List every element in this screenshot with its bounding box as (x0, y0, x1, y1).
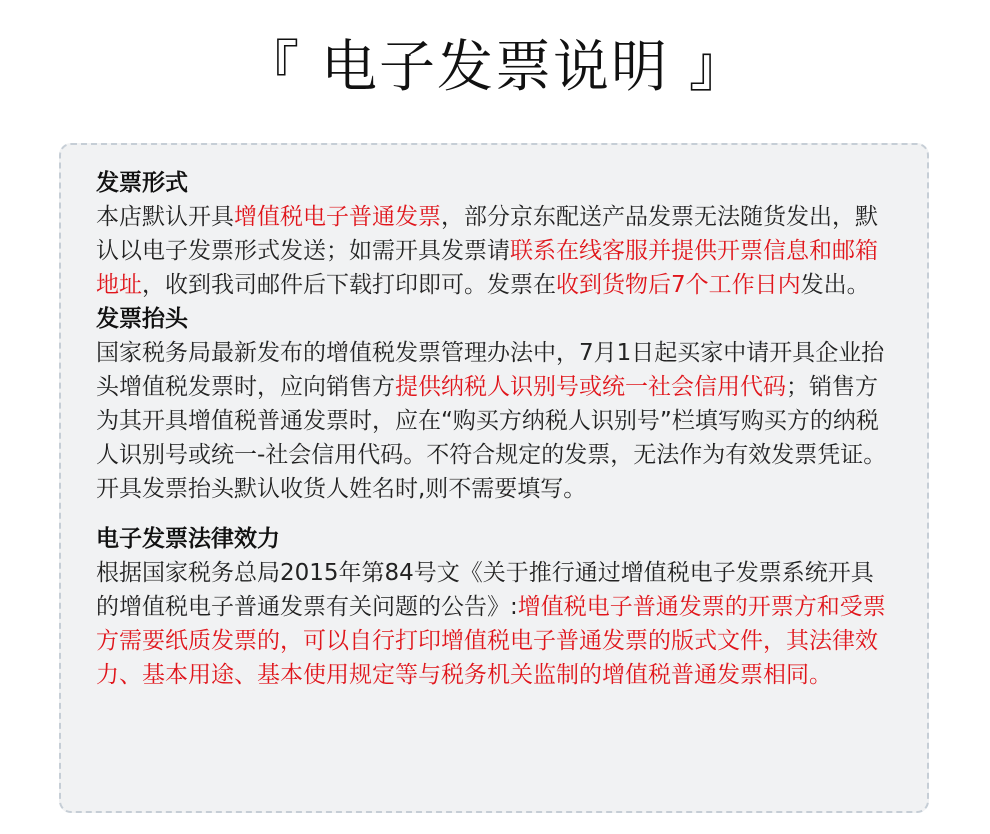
text-segment: 发出。 (800, 272, 870, 298)
text-segment: ；销售方为其开具增值税普通发票时，应在“购买方纳税人识别号”栏填写购买方的纳税人识别号或统一-社会信用代码。不符合规定的发票，无法作为有效发票凭证。开具发票抬头默认收货人姓名时,则不需要填写。 (96, 374, 887, 502)
highlight-segment: 联系在线客服并提供开票信息和邮箱地址 (96, 238, 878, 298)
section-paragraph (96, 200, 896, 302)
text-segment: 国家税务局最新发布的增值税发票管理办法中，7月1日起买家中请开具企业抬头增值税发票时，应向销售方 (96, 340, 885, 400)
section-title: 电子发票法律效力 (96, 526, 280, 552)
section-paragraph (96, 336, 896, 506)
section-title: 发票抬头 (96, 306, 188, 332)
section-paragraph (96, 556, 896, 692)
section-invoice-form (96, 166, 896, 302)
section-title: 发票形式 (96, 170, 188, 196)
highlight-segment: 提供纳税人识别号或统一社会信用代码 (395, 374, 786, 400)
section-invoice-header (96, 302, 896, 506)
section-gap (96, 506, 896, 522)
text-segment: ，收到我司邮件后下载打印即可。发票在 (142, 272, 556, 298)
card-content (96, 166, 896, 692)
text-segment: 本店默认开具 (96, 204, 234, 230)
section-legal-effect (96, 522, 896, 692)
page-title: 『 电子发票说明 』 (243, 35, 747, 100)
text-segment: ，部分京东配送产品发票无法随货发出，默认以电子发票形式发送；如需开具发票请 (96, 204, 878, 264)
highlight-segment: 收到货物后7个工作日内 (556, 272, 801, 298)
highlight-segment: 增值税电子普通发票 (234, 204, 441, 230)
text-segment: 根据国家税务总局2015年第84号文《关于推行通过增值税电子发票系统开具的增值税电子普通发票有关问题的公告》: (96, 560, 874, 620)
highlight-segment: 增值税电子普通发票的开票方和受票方需要纸质发票的，可以自行打印增值税电子普通发票的版式文件，其法律效力、基本用途、基本使用规定等与税务机关监制的增值税普通发票相同。 (96, 594, 886, 688)
